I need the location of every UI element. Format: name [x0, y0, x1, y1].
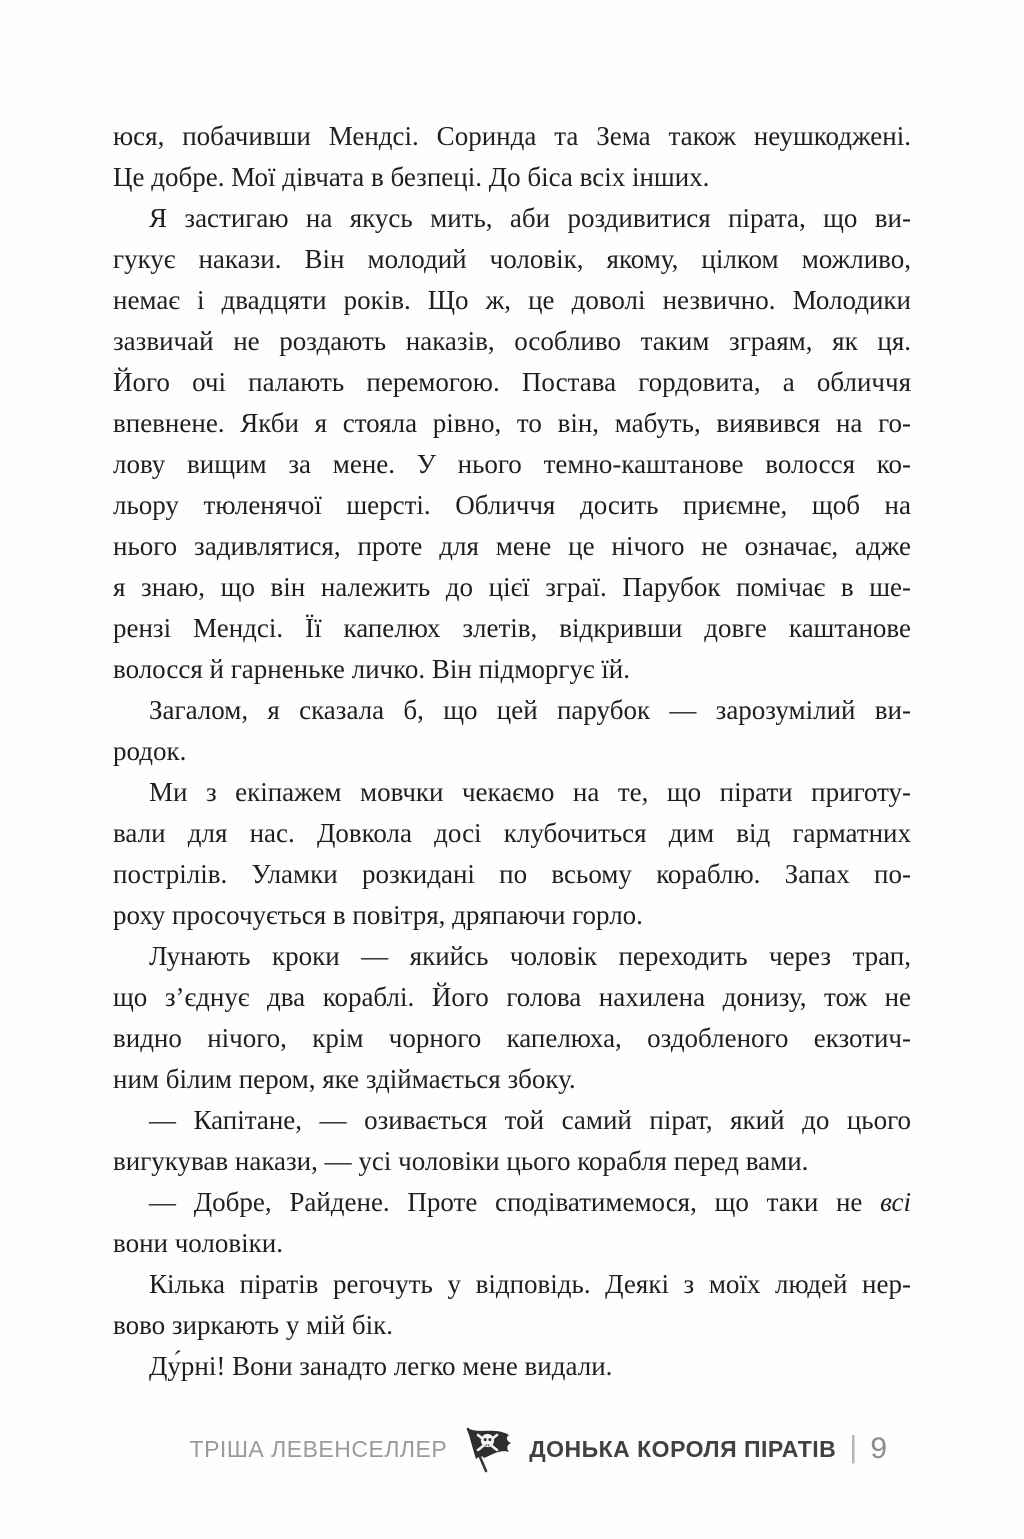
paragraph [113, 198, 911, 690]
text-line: Його очі палають перемогою. Постава гордовита, а обличчя [113, 367, 911, 397]
paragraph [113, 1182, 911, 1264]
text-line: волосся й гарненьке личко. Він підморгує їй. [113, 654, 630, 684]
text-line: лову вищим за мене. У нього темно-каштанове волосся ко- [113, 449, 911, 479]
text-line: вигукував накази, — усі чоловіки цього корабля перед вами. [113, 1146, 809, 1176]
text-line: Кілька піратів регочуть у відповідь. Деякі з моїх людей нер- [149, 1269, 911, 1299]
footer-book-title: ДОНЬКА КОРОЛЯ ПІРАТІВ [529, 1435, 837, 1462]
page-number: 9 [870, 1432, 887, 1465]
text-line: Це добре. Мої дівчата в безпеці. До біса всіх інших. [113, 162, 710, 192]
text-line: вони чоловіки. [113, 1228, 283, 1258]
paragraph [113, 772, 911, 936]
text-line: — Добре, Райдене. Проте сподіватимемося, що таки не всі [149, 1187, 911, 1217]
text-line: гукує накази. Він молодий чоловік, якому, цілком можливо, [113, 244, 911, 274]
text-line: вали для нас. Довкола досі клубочиться дим від гарматних [113, 818, 911, 848]
text-line: юся, побачивши Мендсі. Соринда та Зема також неушкоджені. [113, 121, 911, 151]
paragraph [113, 1346, 911, 1387]
text-line: — Капітане, — озивається той самий пірат, який до цього [149, 1105, 911, 1135]
text-line: льору тюленячої шерсті. Обличчя досить приємне, щоб на [113, 490, 911, 520]
page-text [113, 116, 911, 1387]
text-line: Загалом, я сказала б, що цей парубок — зарозумілий ви- [149, 695, 911, 725]
text-line: Я застигаю на якусь мить, аби роздивитися пірата, що ви- [149, 203, 911, 233]
paragraph [113, 936, 911, 1100]
text-line: немає і двадцяти років. Що ж, це доволі незвично. Молодики [113, 285, 911, 315]
paragraph [113, 116, 911, 198]
text-line: що з’єднує два кораблі. Його голова нахилена донизу, тож не [113, 982, 911, 1012]
text-line: родок. [113, 736, 187, 766]
paragraph [113, 690, 911, 772]
text-line: впевнене. Якби я стояла рівно, то він, мабуть, виявився на го- [113, 408, 911, 438]
text-line: Ду́рні! Вони занадто легко мене видали. [149, 1351, 613, 1381]
paragraph [113, 1264, 911, 1346]
text-line: Ми з екіпажем мовчки чекаємо на те, що пірати приготу- [149, 777, 911, 807]
text-line: Лунають кроки — якийсь чоловік переходить через трап, [149, 941, 911, 971]
text-line: роху просочується в повітря, дряпаючи горло. [113, 900, 643, 930]
text-line: видно нічого, крім чорного капелюха, оздобленого екзотич- [113, 1023, 911, 1053]
text-line: вово зиркають у мій бік. [113, 1310, 394, 1340]
footer-author: ТРІША ЛЕВЕНСЕЛЛЕР [189, 1435, 448, 1462]
pirate-flag-icon [462, 1425, 514, 1473]
text-line: рензі Мендсі. Її капелюх злетів, відкривши довге каштанове [113, 613, 911, 643]
text-line: зазвичай не роздають наказів, особливо таким зграям, як ця. [113, 326, 911, 356]
footer-separator: | [849, 1429, 858, 1464]
text-line: я знаю, що він належить до цієї зграї. Парубок помічає в ше- [113, 572, 911, 602]
text-line: нього задивлятися, проте для мене це нічого не означає, адже [113, 531, 911, 561]
paragraph [113, 1100, 911, 1182]
page-footer [113, 1420, 911, 1478]
text-line: ним білим пером, яке здіймається збоку. [113, 1064, 576, 1094]
text-line: пострілів. Уламки розкидані по всьому кораблю. Запах по- [113, 859, 911, 889]
